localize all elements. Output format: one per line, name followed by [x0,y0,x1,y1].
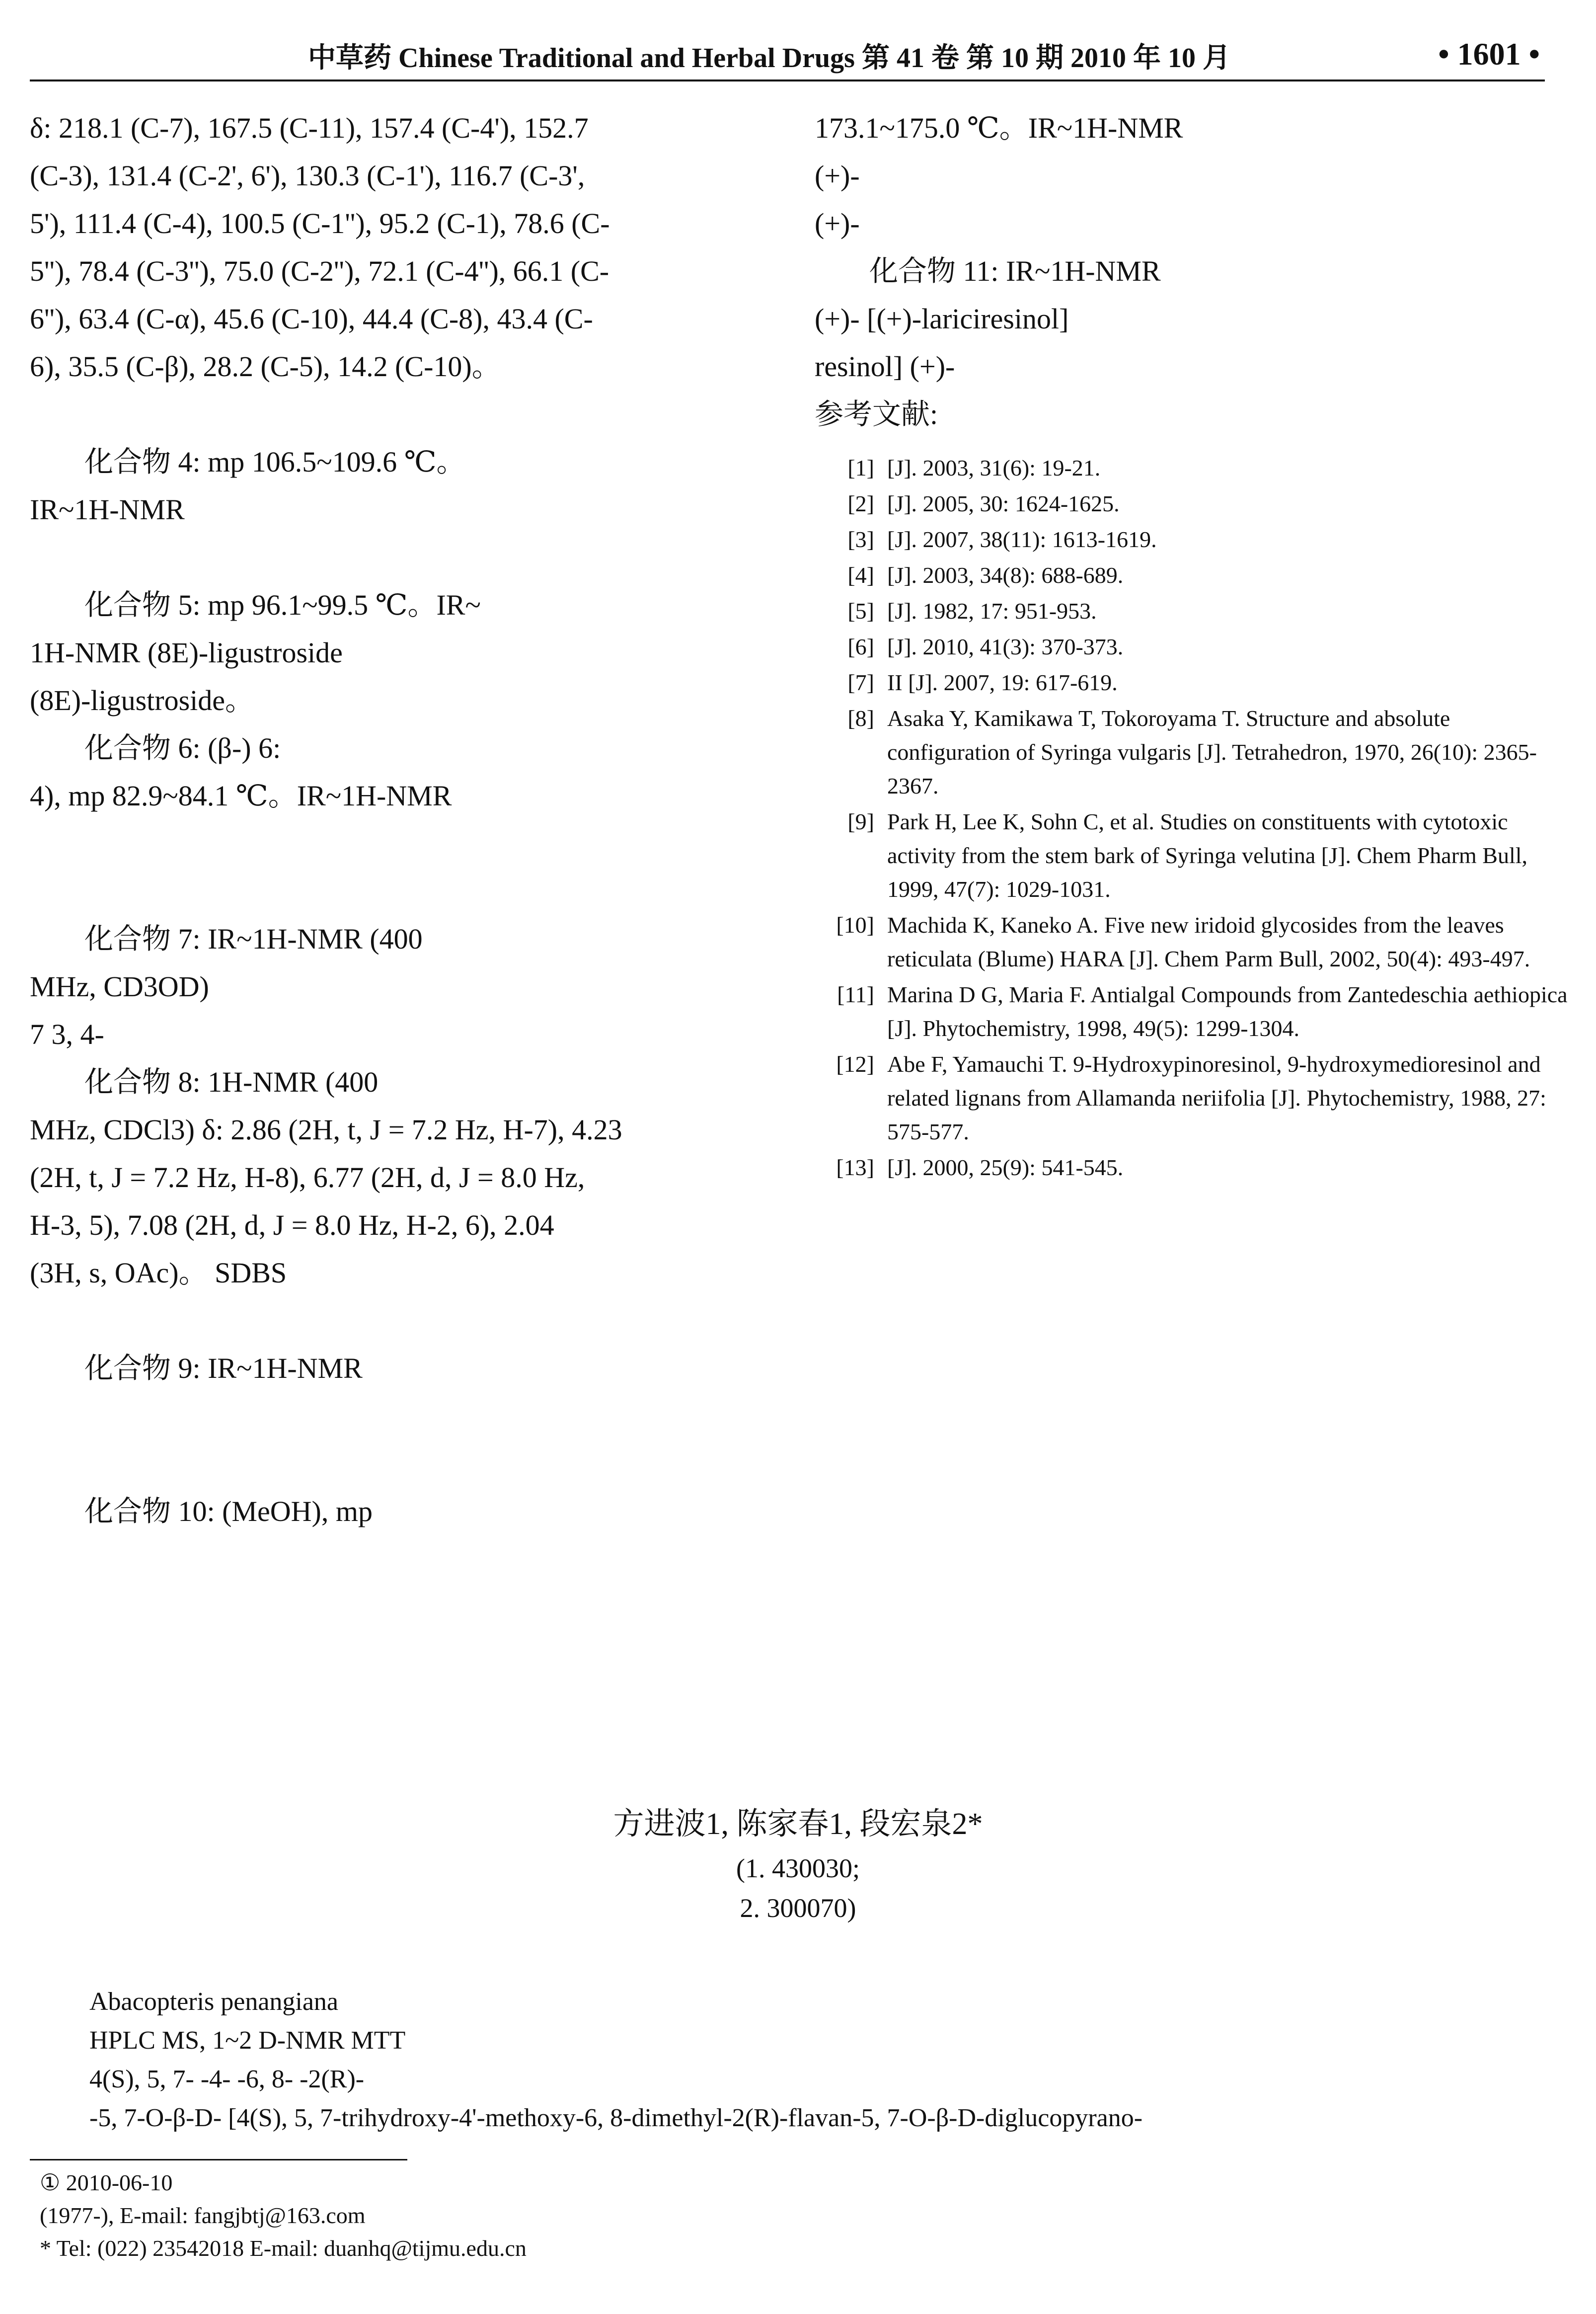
body-text-line: (8E)-ligustroside。 [30,684,254,717]
left-column [30,104,770,1535]
reference-item [815,594,1570,628]
reference-number: [7] [847,670,874,695]
abstract [89,1983,1510,2138]
right-column [815,104,1570,1187]
reference-number: [10] [836,912,874,938]
references-list [815,451,1570,1185]
reference-item [815,523,1570,557]
body-text-line: 化合物 4: mp 106.5~109.6 ℃。 [84,446,465,478]
reference-text: [J]. 1982, 17: 951-953. [887,598,1097,624]
reference-text: Park H, Lee K, Sohn C, et al. Studies on constituents with cytotoxic activity from the stem bark of Syringa velutina [J]. Chem Pharm Bull, 1999, 47(7): 1029-1031. [887,809,1528,902]
body-text-line: MHz, CD3OD) [30,970,209,1003]
article-authors: 方进波1, 陈家春1, 段宏泉2* [613,1807,983,1841]
affiliation-2: 2. 300070) [740,1893,856,1923]
body-text-line: 6''), 63.4 (C-α), 45.6 (C-10), 44.4 (C-8), 43.4 (C- [30,303,593,335]
body-text-line: MHz, CDCl3) δ: 2.86 (2H, t, J = 7.2 Hz, H-7), 4.23 [30,1114,622,1146]
body-text-line [30,868,770,915]
body-text-line: (C-3), 131.4 (C-2', 6'), 130.3 (C-1'), 116.7 (C-3', [30,160,585,192]
reference-item [815,559,1570,592]
body-text-line: δ: 218.1 (C-7), 167.5 (C-11), 157.4 (C-4'), 152.7 [30,112,589,144]
reference-text: Machida K, Kaneko A. Five new iridoid glycosides from the leaves reticulata (Blume) HARA [J]. Chem Parm Bull, 2002, 50(4): 493-497. [887,912,1530,971]
right-column-body [815,104,1570,438]
abstract-line: Abacopteris penangiana [89,1988,339,2016]
reference-text: [J]. 2000, 25(9): 541-545. [887,1155,1124,1180]
reference-number: [11] [837,982,874,1007]
reference-number: [3] [847,527,874,552]
body-text-line: 化合物 11: IR~1H-NMR [869,255,1161,287]
body-text-line: 5''), 78.4 (C-3''), 75.0 (C-2''), 72.1 (C-4''), 66.1 (C- [30,255,609,287]
reference-number: [13] [836,1155,874,1180]
abstract-line: HPLC MS, 1~2 D-NMR MTT [89,2026,406,2055]
reference-item [815,702,1570,803]
body-text-line: 4), mp 82.9~84.1 ℃。IR~1H-NMR [30,780,452,812]
reference-number: [1] [847,455,874,480]
journal-name: 中草药 Chinese Traditional and Herbal Drugs 第 41 卷 第 10 期 2010 年 10 月 [308,43,1230,74]
reference-number: [2] [847,491,874,516]
reference-number: [8] [847,706,874,731]
reference-text: Asaka Y, Kamikawa T, Tokoroyama T. Structure and absolute configuration of Syringa vulgaris [J]. Tetrahedron, 1970, 26(10): 2365-2367. [887,706,1537,798]
footnote-line: ① 2010-06-10 [40,2170,173,2195]
reference-text: Abe F, Yamauchi T. 9-Hydroxypinoresinol, 9-hydroxymedioresinol and related lignans from Allamanda neriifolia [J]. Phytochemistry, 1988, 27: 575-577. [887,1051,1546,1144]
reference-text: II [J]. 2007, 19: 617-619. [887,670,1118,695]
reference-item [815,908,1570,976]
body-text-line: (3H, s, OAc)。 SDBS [30,1257,287,1289]
body-text-line: 化合物 5: mp 96.1~99.5 ℃。IR~ [84,589,481,621]
reference-item [815,666,1570,700]
body-text-line: 化合物 8: 1H-NMR (400 [84,1066,379,1098]
body-text-line [30,534,770,581]
page-header [30,25,1545,81]
body-text-line [30,1440,770,1488]
reference-text: Marina D G, Maria F. Antialgal Compounds from Zantedeschia aethiopica [J]. Phytochemistry, 1998, 49(5): 1299-1304. [887,982,1568,1041]
reference-text: [J]. 2007, 38(11): 1613-1619. [887,527,1157,552]
body-text-line: 1H-NMR (8E)-ligustroside [30,637,343,669]
reference-number: [9] [847,809,874,834]
body-text-line: (+)- [(+)-lariciresinol] [815,303,1069,335]
reference-item [815,805,1570,906]
reference-item [815,630,1570,664]
reference-item [815,451,1570,485]
reference-item [815,978,1570,1045]
reference-text: [J]. 2003, 31(6): 19-21. [887,455,1101,480]
body-text-line: 7 3, 4- [30,1018,104,1050]
footnote-line: (1977-), E-mail: fangjbtj@163.com [40,2203,366,2228]
body-text-line: 参考文献: [815,398,938,430]
body-text-line [30,1297,770,1345]
body-text-line: (+)- [815,207,860,239]
reference-text: [J]. 2005, 30: 1624-1625. [887,491,1120,516]
reference-number: [4] [847,562,874,588]
affiliation-1: (1. 430030; [736,1853,860,1883]
body-text-line: 化合物 10: (MeOH), mp [84,1495,373,1527]
body-text-line [30,820,770,868]
reference-item [815,1047,1570,1149]
body-text-line [30,391,770,438]
reference-number: [5] [847,598,874,624]
reference-text: [J]. 2010, 41(3): 370-373. [887,634,1124,659]
body-text-line: 173.1~175.0 ℃。IR~1H-NMR [815,112,1183,144]
abstract-line: -5, 7-O-β-D- [4(S), 5, 7-trihydroxy-4'-methoxy-6, 8-dimethyl-2(R)-flavan-5, 7-O-β-D-diglucopyrano- [89,2104,1143,2132]
footnotes [40,2166,1530,2265]
article-affiliations [0,1848,1596,1928]
body-text-line: (+)- [815,160,860,192]
body-text-line: 5'), 111.4 (C-4), 100.5 (C-1''), 95.2 (C-1), 78.6 (C- [30,207,610,239]
reference-number: [6] [847,634,874,659]
body-text-line: 6), 35.5 (C-β), 28.2 (C-5), 14.2 (C-10)。 [30,350,501,383]
page-number: • 1601 • [1438,36,1540,72]
reference-item [815,1151,1570,1185]
body-text-line: (2H, t, J = 7.2 Hz, H-8), 6.77 (2H, d, J = 8.0 Hz, [30,1161,585,1194]
reference-item [815,487,1570,521]
body-text-line: 化合物 9: IR~1H-NMR [84,1352,363,1384]
footnote-rule [30,2159,407,2160]
body-text-line: H-3, 5), 7.08 (2H, d, J = 8.0 Hz, H-2, 6), 2.04 [30,1209,554,1241]
body-text-line: 化合物 6: (β-) 6: [84,732,281,764]
body-text-line: resinol] (+)- [815,350,955,383]
footnote-line: * Tel: (022) 23542018 E-mail: duanhq@tijmu.edu.cn [40,2235,527,2261]
reference-number: [12] [836,1051,874,1077]
body-text-line: 化合物 7: IR~1H-NMR (400 [84,923,423,955]
body-text-line [30,1392,770,1440]
abstract-line: 4(S), 5, 7- -4- -6, 8- -2(R)- [89,2065,365,2093]
reference-text: [J]. 2003, 34(8): 688-689. [887,562,1124,588]
body-text-line: IR~1H-NMR [30,493,185,526]
